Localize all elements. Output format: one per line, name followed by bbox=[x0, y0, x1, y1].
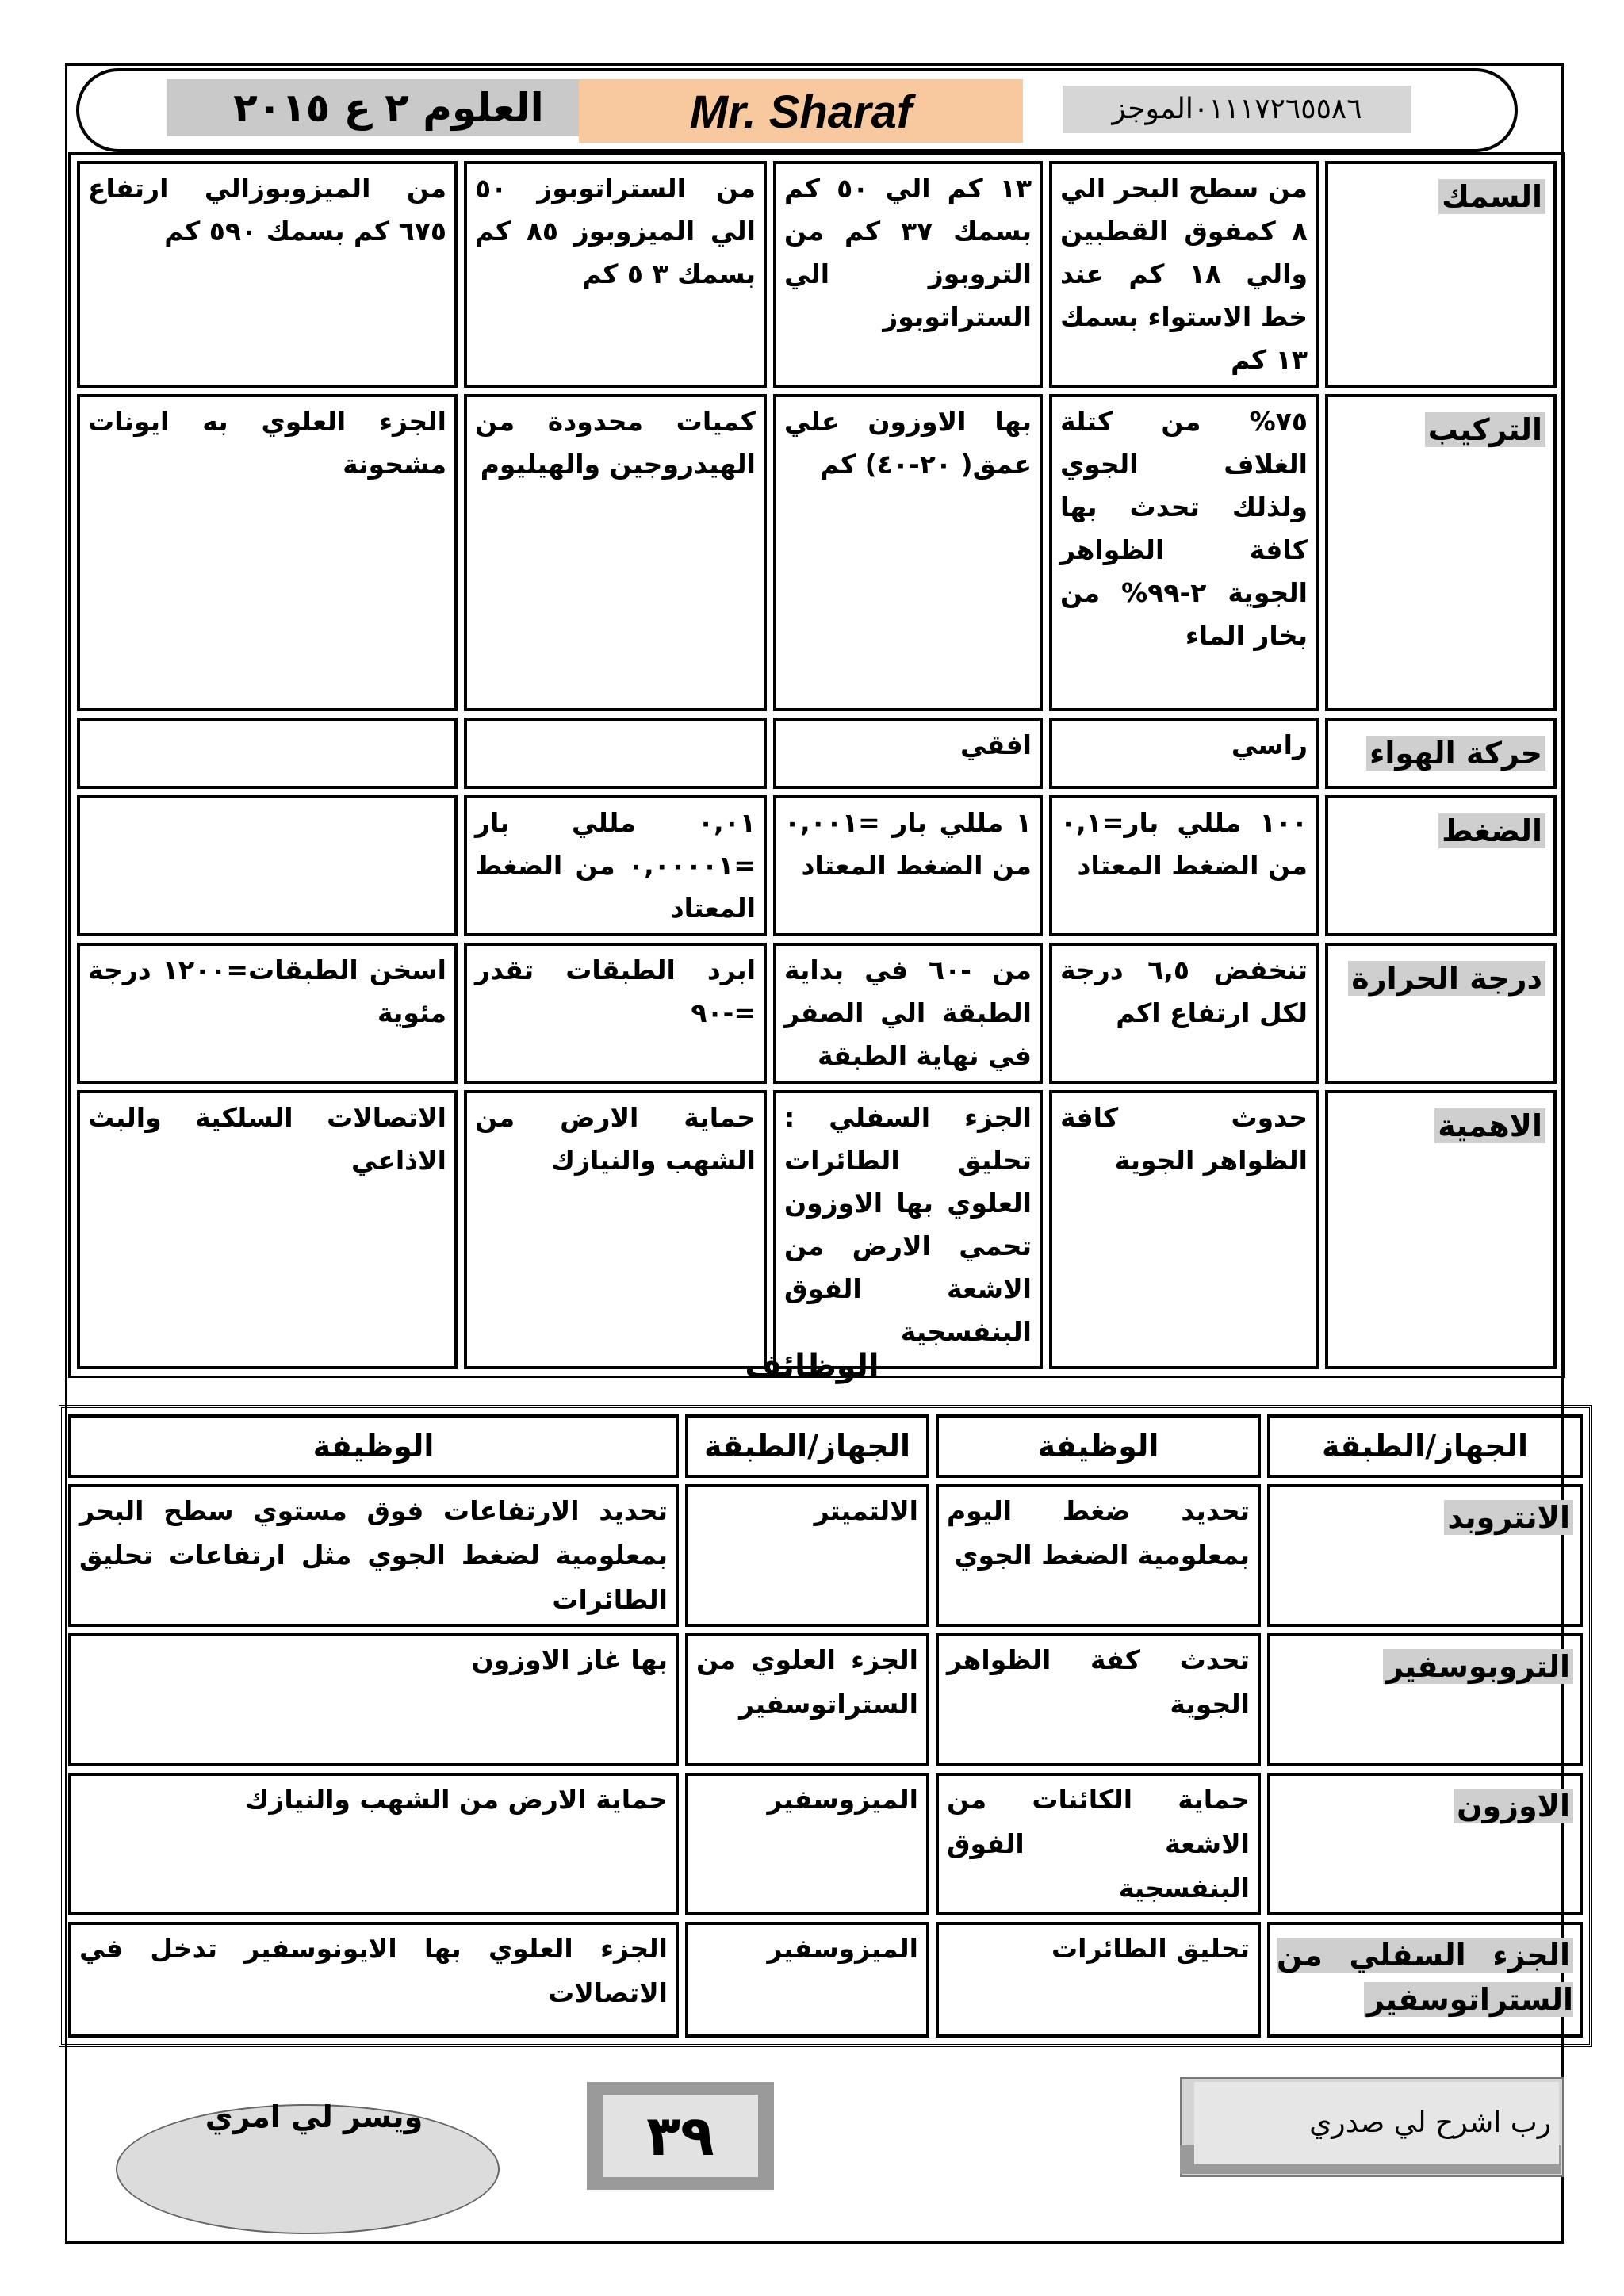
page-number: ٣٩ bbox=[603, 2095, 758, 2177]
functions-section-title: الوظائف bbox=[745, 1348, 879, 1384]
table-cell: تحليق الطائرات bbox=[936, 1922, 1261, 2038]
table-header-row bbox=[68, 1414, 1583, 1478]
table-cell bbox=[77, 718, 458, 789]
table-cell: ابرد الطبقات تقدر =-٩٠ bbox=[464, 943, 767, 1084]
row-label: درجة الحرارة bbox=[1325, 943, 1557, 1084]
table-cell: الجزء العلوي به ايونات مشحونة bbox=[77, 394, 458, 711]
column-header: الوظيفة bbox=[68, 1414, 679, 1478]
row-label: الضغط bbox=[1325, 795, 1557, 936]
table-cell: من سطح البحر الي ٨ كمفوق القطبين والي ١٨ كم عند خط الاستواء بسمك ١٣ كم bbox=[1049, 161, 1319, 388]
table-row bbox=[77, 161, 1557, 388]
table-cell bbox=[77, 795, 458, 936]
layers-table bbox=[68, 152, 1565, 1378]
table-cell: تحديد ضغط اليوم بمعلومية الضغط الجوي bbox=[936, 1484, 1261, 1627]
table-row bbox=[77, 394, 1557, 711]
prayer-text: رب اشرح لي صدري bbox=[1194, 2082, 1559, 2164]
teacher-brand: Mr. Sharaf bbox=[579, 79, 1023, 143]
table-cell: بها الاوزون علي عمق( ٢٠-٤٠) كم bbox=[773, 394, 1043, 711]
table-cell: كميات محدودة من الهيدروجين والهيليوم bbox=[464, 394, 767, 711]
table-cell: الالتميتر bbox=[685, 1484, 929, 1627]
subject-title: العلوم ٢ ع ٢٠١٥ bbox=[167, 79, 611, 136]
column-header: الجهاز/الطبقة bbox=[685, 1414, 929, 1478]
table-cell: ٧٥% من كتلة الغلاف الجوي ولذلك تحدث بها كافة الظواهر الجوية ٢-٩٩% من بخار الماء bbox=[1049, 394, 1319, 711]
table-cell: حماية الكائنات من الاشعة الفوق البنفسجية bbox=[936, 1773, 1261, 1915]
row-label: الاوزون bbox=[1267, 1773, 1583, 1915]
phone-number: ٠١١١٧٢٦٥٥٨٦الموجز bbox=[1063, 86, 1411, 133]
table-row bbox=[68, 1484, 1583, 1627]
table-cell: الميزوسفير bbox=[685, 1922, 929, 2038]
table-cell bbox=[464, 718, 767, 789]
column-header: الجهاز/الطبقة bbox=[1267, 1414, 1583, 1478]
table-cell: راسي bbox=[1049, 718, 1319, 789]
table-cell: الجزء العلوي من الستراتوسفير bbox=[685, 1633, 929, 1766]
table-row bbox=[68, 1633, 1583, 1766]
table-row bbox=[77, 1090, 1557, 1369]
table-cell: من -٦٠ في بداية الطبقة الي الصفر في نهاية الطبقة bbox=[773, 943, 1043, 1084]
row-label: الاهمية bbox=[1325, 1090, 1557, 1369]
table-row bbox=[77, 943, 1557, 1084]
table-cell: افقي bbox=[773, 718, 1043, 789]
row-label: الجزء السفلي من الستراتوسفير bbox=[1267, 1922, 1583, 2038]
table-cell: الميزوسفير bbox=[685, 1773, 929, 1915]
row-label: حركة الهواء bbox=[1325, 718, 1557, 789]
row-label: التروبوسفير bbox=[1267, 1633, 1583, 1766]
row-label: السمك bbox=[1325, 161, 1557, 388]
table-cell: من الستراتوبوز ٥٠ الي الميزوبوز ٨٥ كم بسمك ٣ ٥ كم bbox=[464, 161, 767, 388]
table-cell: تنخفض ٦,٥ درجة لكل ارتفاع اكم bbox=[1049, 943, 1319, 1084]
table-cell: تحدث كفة الظواهر الجوية bbox=[936, 1633, 1261, 1766]
table-cell: بها غاز الاوزون bbox=[68, 1633, 679, 1766]
table-cell: الجزء العلوي بها الايونوسفير تدخل في الاتصالات bbox=[68, 1922, 679, 2038]
table-cell: حماية الارض من الشهب والنيازك bbox=[68, 1773, 679, 1915]
table-cell: من الميزوبوزالي ارتفاع ٦٧٥ كم بسمك ٥٩٠ كم bbox=[77, 161, 458, 388]
table-cell: ٠,٠١ مللي بار =٠,٠٠٠٠١ من الضغط المعتاد bbox=[464, 795, 767, 936]
table-cell: الاتصالات السلكية والبث الاذاعي bbox=[77, 1090, 458, 1369]
row-label: الانتروبد bbox=[1267, 1484, 1583, 1627]
table-row bbox=[77, 718, 1557, 789]
table-cell: تحديد الارتفاعات فوق مستوي سطح البحر بمعلومية لضغط الجوي مثل ارتفاعات تحليق الطائرات bbox=[68, 1484, 679, 1627]
table-cell: حماية الارض من الشهب والنيازك bbox=[464, 1090, 767, 1369]
table-cell: حدوث كافة الظواهر الجوية bbox=[1049, 1090, 1319, 1369]
table-cell: ١٣ كم الي ٥٠ كم بسمك ٣٧ كم من التروبوز الي الستراتوبوز bbox=[773, 161, 1043, 388]
table-row bbox=[77, 795, 1557, 936]
column-header: الوظيفة bbox=[936, 1414, 1261, 1478]
table-cell: ١ مللي بار =٠,٠٠١ من الضغط المعتاد bbox=[773, 795, 1043, 936]
page-header bbox=[76, 68, 1518, 152]
functions-table bbox=[59, 1405, 1592, 2047]
table-cell: اسخن الطبقات=١٢٠٠ درجة مئوية bbox=[77, 943, 458, 1084]
table-cell: الجزء السفلي : تحليق الطائرات العلوي بها الاوزون تحمي الارض من الاشعة الفوق البنفسجية bbox=[773, 1090, 1043, 1369]
row-label: التركيب bbox=[1325, 394, 1557, 711]
table-row bbox=[68, 1773, 1583, 1915]
closing-phrase: ويسر لي امري bbox=[205, 2099, 423, 2134]
table-cell: ١٠٠ مللي بار=٠,١ من الضغط المعتاد bbox=[1049, 795, 1319, 936]
table-row bbox=[68, 1922, 1583, 2038]
